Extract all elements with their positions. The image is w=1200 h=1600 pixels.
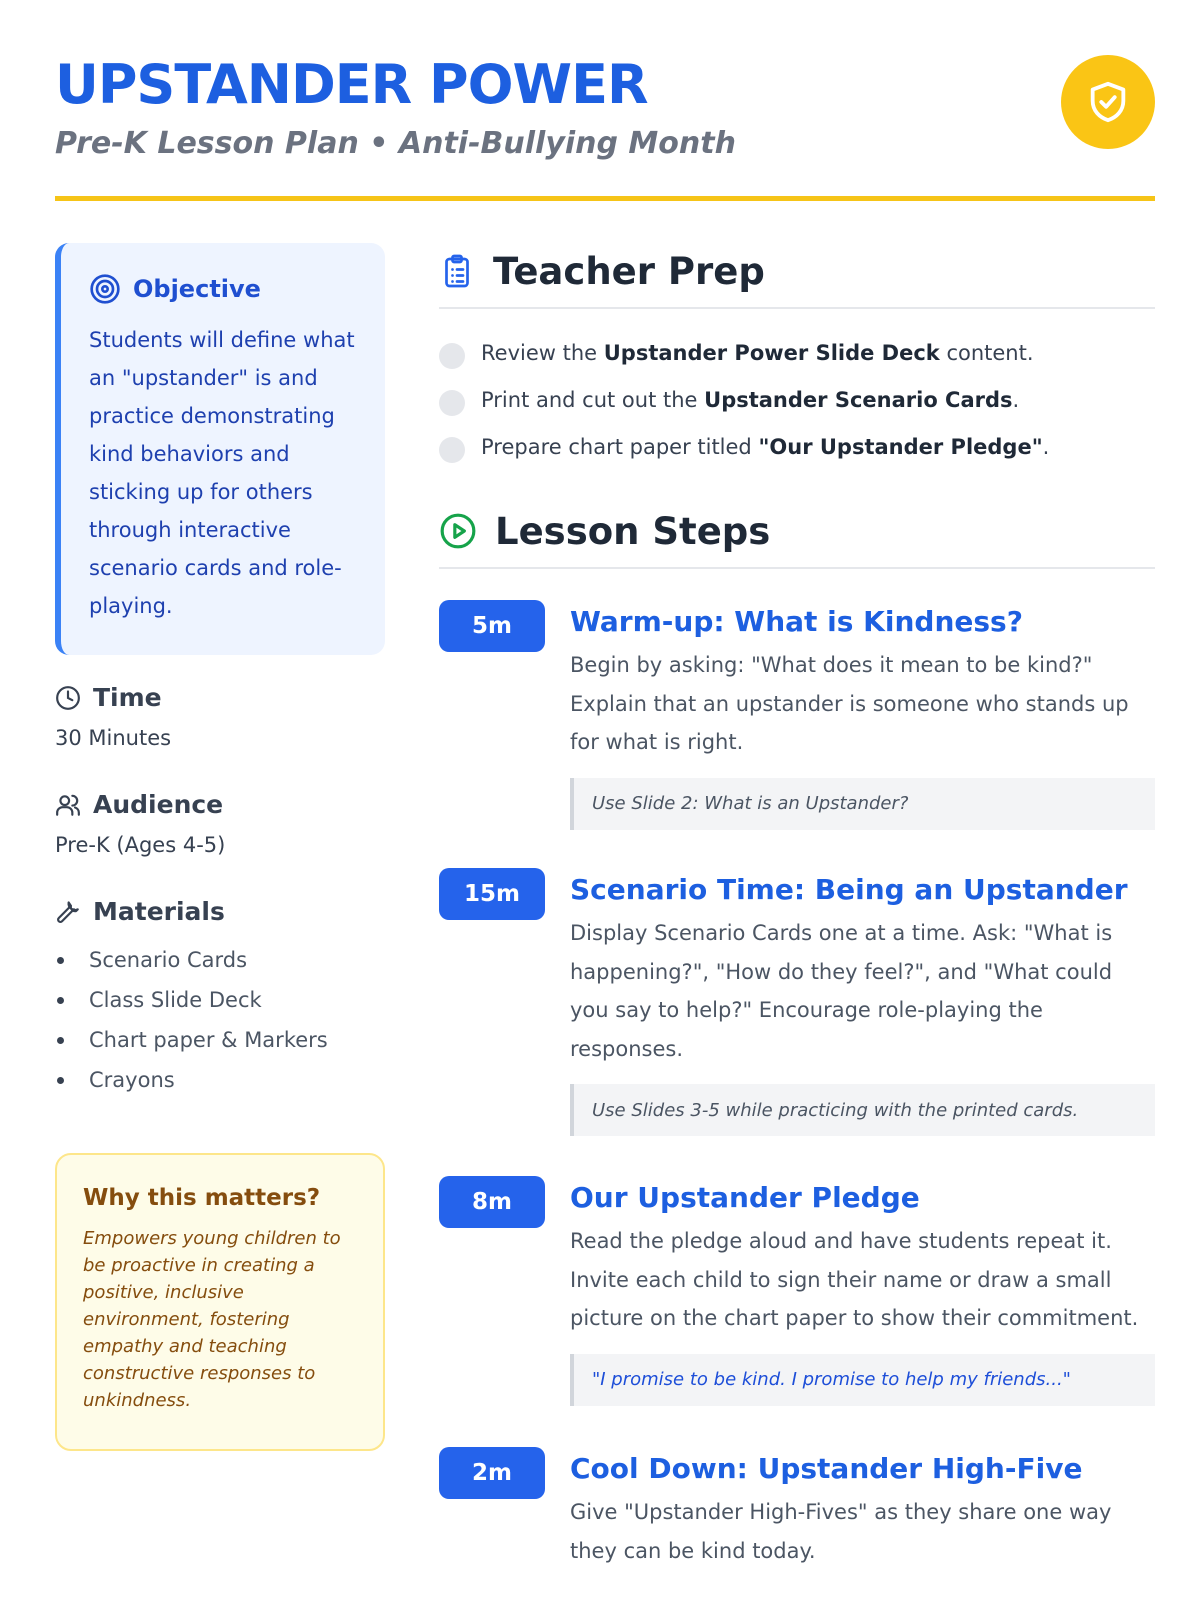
header-divider [55, 196, 1155, 201]
prep-item [439, 329, 1155, 376]
step-note: Use Slide 2: What is an Upstander? [570, 778, 1155, 830]
time-label: Time [93, 683, 162, 712]
list-item: Scenario Cards [55, 940, 385, 980]
step-title: Our Upstander Pledge [570, 1181, 920, 1214]
step-title: Cool Down: Upstander High-Five [570, 1452, 1083, 1485]
audience-value: Pre-K (Ages 4-5) [55, 833, 226, 857]
objective-card [55, 243, 385, 655]
page-header [55, 55, 1155, 205]
prep-bold: Upstander Scenario Cards [704, 387, 1013, 412]
wrench-icon [55, 899, 81, 925]
lesson-steps-heading: Lesson Steps [495, 509, 771, 553]
step-description: Begin by asking: "What does it mean to be kind?" Explain that an upstander is someone who stands up for what is right. [570, 653, 1129, 754]
prep-text: content. [939, 340, 1034, 365]
materials-list [55, 940, 385, 1100]
duration-badge: 15m [439, 868, 545, 920]
section-divider [439, 567, 1155, 569]
why-card [55, 1153, 385, 1451]
list-item: Crayons [55, 1060, 385, 1100]
shield-badge [1061, 55, 1155, 149]
duration-badge: 5m [439, 600, 545, 652]
teacher-prep-heading: Teacher Prep [493, 249, 765, 293]
clock-icon [55, 685, 81, 711]
objective-text: Students will define what an "upstander" is and practice demonstrating kind behaviors and sticking up for others through interactive scenario cards and role-playing. [89, 328, 355, 618]
audience-section [55, 790, 385, 857]
users-icon [55, 792, 81, 818]
step-description: Read the pledge aloud and have students repeat it. Invite each child to sign their name or draw a small picture on the chart paper to show their commitment. [570, 1229, 1139, 1330]
page-subtitle: Pre-K Lesson Plan • Anti-Bullying Month [55, 126, 736, 161]
prep-text: . [1012, 387, 1020, 412]
lesson-steps-section [439, 503, 1155, 569]
time-section [55, 683, 385, 750]
target-icon [89, 273, 121, 305]
shield-check-icon [1085, 79, 1131, 125]
check-circle[interactable] [439, 343, 465, 369]
prep-text: Prepare chart paper titled [481, 434, 759, 459]
step-description: Display Scenario Cards one at a time. Ask: "What is happening?", "How do they feel?", and "What could you say to help?" Encourage role-playing the responses. [570, 921, 1113, 1061]
step-note: "I promise to be kind. I promise to help my friends..." [570, 1354, 1155, 1406]
prep-item [439, 423, 1155, 470]
list-item: Chart paper & Markers [55, 1020, 385, 1060]
check-circle[interactable] [439, 390, 465, 416]
prep-item [439, 376, 1155, 423]
page-title: UPSTANDER POWER [55, 53, 648, 116]
step-description: Give "Upstander High-Fives" as they share one way they can be kind today. [570, 1500, 1112, 1563]
play-circle-icon [439, 512, 477, 550]
duration-badge: 8m [439, 1176, 545, 1228]
clipboard-list-icon [439, 253, 475, 289]
section-divider [439, 307, 1155, 309]
why-title: Why this matters? [83, 1185, 321, 1211]
prep-bold: Upstander Power Slide Deck [603, 340, 940, 365]
materials-section [55, 897, 385, 1100]
prep-checklist [439, 329, 1155, 470]
why-text: Empowers young children to be proactive in creating a positive, inclusive environment, fostering empathy and teaching constructive responses to unkindness. [83, 1228, 341, 1411]
duration-badge: 2m [439, 1447, 545, 1499]
check-circle[interactable] [439, 437, 465, 463]
time-value: 30 Minutes [55, 726, 172, 750]
step-title: Scenario Time: Being an Upstander [570, 873, 1128, 906]
prep-text: . [1042, 434, 1050, 459]
prep-text: Print and cut out the [481, 387, 705, 412]
prep-text: Review the [481, 340, 604, 365]
audience-label: Audience [93, 790, 224, 819]
prep-bold: "Our Upstander Pledge" [758, 434, 1043, 459]
objective-label: Objective [133, 275, 261, 303]
step-title: Warm-up: What is Kindness? [570, 605, 1023, 638]
step-note: Use Slides 3-5 while practicing with the printed cards. [570, 1084, 1155, 1136]
materials-label: Materials [93, 897, 225, 926]
teacher-prep-section [439, 243, 1155, 470]
list-item: Class Slide Deck [55, 980, 385, 1020]
